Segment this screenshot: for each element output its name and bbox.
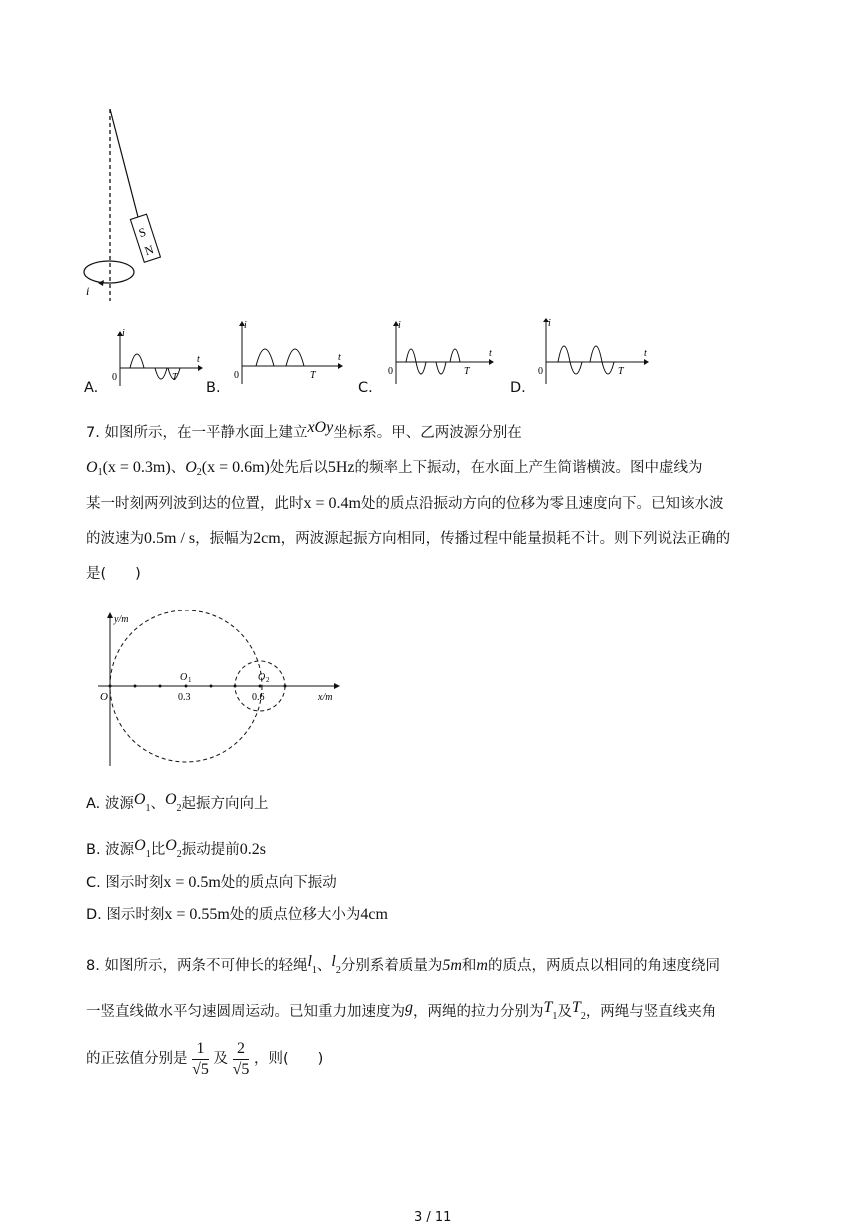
option-a-label: A. [84, 380, 99, 396]
q8-line2: 一竖直线做水平匀速圆周运动。已知重力加速度为g，两绳的拉力分别为$T_1$及$T_2$，两绳与竖直线夹角 [86, 999, 717, 1022]
svg-text:T: T [310, 370, 316, 381]
o1-marker: O [180, 672, 188, 683]
q8-line3: 的正弦值分别是 $\frac{1}{√5}$ 及 $\frac{2}{√5}$ ，则( ) [86, 1039, 324, 1078]
fraction-2-over-root5: $\frac{2}{√5}$ [232, 1039, 250, 1078]
svg-text:0.3: 0.3 [178, 692, 191, 703]
q7-line5: 是( ) [86, 566, 141, 582]
graph-option-c [384, 318, 499, 388]
svg-text:t: t [338, 352, 341, 363]
current-label: i [86, 284, 90, 298]
svg-text:i: i [122, 328, 125, 339]
svg-text:O: O [100, 691, 108, 703]
q7-line3: 某一时刻两列波到达的位置，此时x = 0.4m处的质点沿振动方向的位移为零且速度向下。已知该水波 [86, 495, 724, 512]
q7-option-d[interactable]: D. 图示时刻x = 0.55m处的质点位移大小为4cm [86, 906, 388, 923]
svg-text:0: 0 [388, 366, 393, 377]
pendulum-magnet-figure [80, 105, 170, 305]
q8-line1: 8. 如图所示，两条不可伸长的轻绳$l_1$、$l_2$分别系着质量为5m和m的质点，两质点以相同的角速度绕同 [86, 953, 720, 976]
magnet-s-label: S [136, 224, 148, 241]
q7-option-b[interactable]: B. 波源$O_1$比$O_2$振动提前0.2s [86, 837, 267, 860]
svg-text:0: 0 [538, 366, 543, 377]
svg-text:x/m: x/m [318, 692, 333, 703]
svg-text:i: i [244, 320, 247, 331]
magnet-n-label: N [142, 242, 156, 259]
q7-option-c[interactable]: C. 图示时刻x = 0.5m处的质点向下振动 [86, 874, 337, 891]
svg-text:t: t [197, 354, 200, 365]
svg-text:1: 1 [188, 676, 192, 684]
svg-text:t: t [644, 348, 647, 359]
o2-marker: O [258, 672, 266, 683]
svg-text:0: 0 [234, 370, 239, 381]
fraction-1-over-root5: $\frac{1}{√5}$ [192, 1039, 209, 1078]
page-number: 3 / 11 [414, 1210, 452, 1225]
q7-option-a[interactable]: A. 波源$O_1$、$O_2$起振方向向上 [86, 791, 269, 814]
svg-text:0.6: 0.6 [252, 692, 265, 703]
svg-text:t: t [489, 348, 492, 359]
svg-text:T: T [618, 366, 624, 377]
wave-source-figure [94, 610, 354, 770]
svg-text:y/m: y/m [114, 614, 129, 625]
svg-text:T: T [464, 366, 470, 377]
option-b-label: B. [206, 380, 221, 396]
graph-option-d [534, 318, 654, 388]
q7-number: 7. [86, 425, 100, 441]
option-d-label: D. [510, 380, 526, 396]
svg-text:i: i [398, 320, 401, 331]
svg-text:0: 0 [112, 372, 117, 383]
q7-line2: $O_1(x = 0.3m)$、$O_2(x = 0.6m)$处先后以5Hz的频率上下振动，在水面上产生简谐横波。图中虚线为 [86, 459, 703, 478]
graph-option-a [108, 328, 208, 388]
option-c-label: C. [358, 380, 373, 396]
q7-line1: 7. 如图所示，在一平静水面上建立xOy坐标系。甲、乙两波源分别在 [86, 419, 522, 441]
graph-option-b [228, 318, 348, 388]
q7-line4: 的波速为0.5m / s，振幅为2cm，两波源起振方向相同，传播过程中能量损耗不计。则下列说法正确的 [86, 530, 731, 547]
svg-text:T: T [172, 372, 178, 383]
svg-text:i: i [548, 318, 551, 329]
svg-text:2: 2 [266, 676, 270, 684]
q8-number: 8. [86, 958, 100, 974]
